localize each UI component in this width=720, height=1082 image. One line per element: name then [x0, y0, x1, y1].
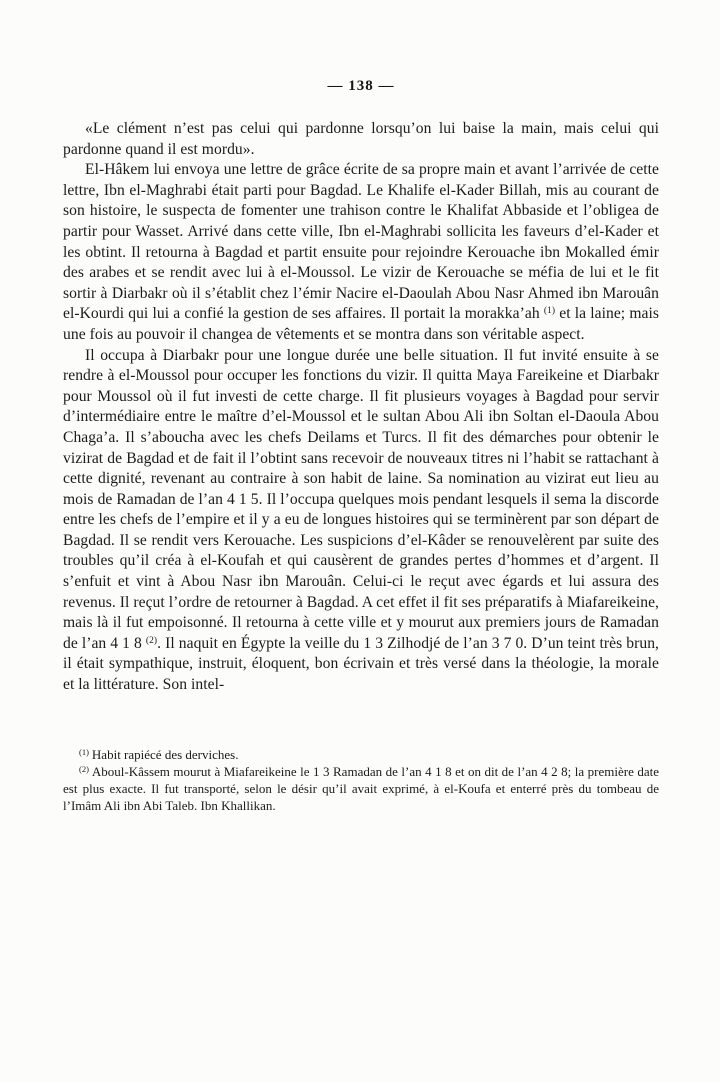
footnote-text: Habit rapiécé des derviches.: [91, 746, 239, 762]
body-paragraph-2: [63, 160, 659, 345]
paragraph-text: «Le clément n’est pas celui qui pardonne lorsqu’on lui baise la main, mais celui qui pardonne quand il est mordu».: [63, 120, 659, 158]
body-paragraph-3: [63, 346, 659, 696]
body-text: [63, 119, 659, 696]
page-number: — 138 —: [327, 78, 395, 94]
footnote-2: [63, 763, 659, 814]
body-paragraph-1: [63, 119, 659, 160]
footnote-ref-2: (2): [145, 635, 158, 646]
footnote-1: [63, 746, 659, 763]
footnote-ref-1: (1): [543, 306, 556, 317]
footnote-text: Aboul-Kâssem mourut à Miafareikeine le 1 3 Ramadan de l’an 4 1 8 et on dit de l’an 4 2 8; la première date est plus exacte. Il fut transporté, selon le désir qu’il avait exprimé, à el-Koufa et enterré près du tombeau de l’Imâm Ali ibn Abi Taleb. Ibn Khallikan.: [63, 763, 659, 813]
paragraph-text: . Il naquit en Égypte la veille du 1 3 Zilhodjé de l’an 3 7 0. D’un teint très brun, il était sympathique, instruit, éloquent, bon écrivain et très versé dans la théologie, la morale et la littérature. Son intel-: [63, 634, 659, 694]
paragraph-text: Il occupa à Diarbakr pour une longue durée une belle situation. Il fut invité ensuite à se rendre à el-Moussol pour occuper les fonctions du vizir. Il quitta Maya Fareikeine et Diarbakr pour Moussol où il fut investi de cette charge. Il fit plusieurs voyages à Bagdad pour servir d’intermédiaire entre le maître d’el-Moussol et le sultan Abou Ali ibn Soltan el-Daoula Abou Chaga’a. Il s’aboucha avec les chefs Deilams et Turcs. Il fit des démarches pour obtenir le vizirat de Bagdad et de fait il l’obtint sans recevoir de nouveaux titres ni l’habit se rattachant à cette dignité, revenant au contraire à son habit de laine. Sa nomination au vizirat eut lieu au mois de Ramadan de l’an 4 1 5. Il l’occupa quelques mois pendant lesquels il sema la discorde entre les chefs de l’empire et il y a eu de longues histoires qui se terminèrent par son départ de Bagdad. Il se rendit vers Kerouache. Les suspicions d’el-Kâder se renouvelèrent par suite des troubles qu’il créa à el-Koufah et qui causèrent de grandes pertes d’hommes et d’argent. Il s’enfuit et vint à Abou Nasr ibn Marouân. Celui-ci le reçut avec égards et lui assura des revenus. Il reçut l’ordre de retourner à Bagdad. A cet effet il fit ses préparatifs à Miafareikeine, mais là il fut empoisonné. Il retourna à cette ville et y mourut aux premiers jours de Ramadan de l’an 4 1 8: [63, 346, 659, 652]
paragraph-text: et la laine; mais une fois au pouvoir il changea de vêtements et se montra dans son véritable aspect.: [63, 305, 659, 343]
footnote-marker-1: (1): [79, 746, 89, 757]
paragraph-text: El-Hâkem lui envoya une lettre de grâce écrite de sa propre main et avant l’arrivée de cette lettre, Ibn el-Maghrabi était parti pour Bagdad. Le Khalife el-Kader Billah, mis au courant de son histoire, le suspecta de fomenter une trahison contre le Khalifat Abbaside et l’obligea de partir pour Wasset. Arrivé dans cette ville, Ibn el-Maghrabi sollicita les faveurs d’el-Kader et les obtint. Il retourna à Bagdad et partit ensuite pour rejoindre Kerouache ibn Mokalled émir des arabes et se rendit avec lui à el-Moussol. Le vizir de Kerouache se méfia de lui et le fit sortir à Diarbakr où il s’établit chez l’émir Nacire el-Daoulah Abou Nasr Ahmed ibn Marouân el-Kourdi qui lui a confié la gestion de ses affaires. Il portait la morakka’ah: [63, 161, 659, 323]
footnote-marker-2: (2): [79, 763, 89, 774]
footnotes-section: [63, 746, 659, 814]
